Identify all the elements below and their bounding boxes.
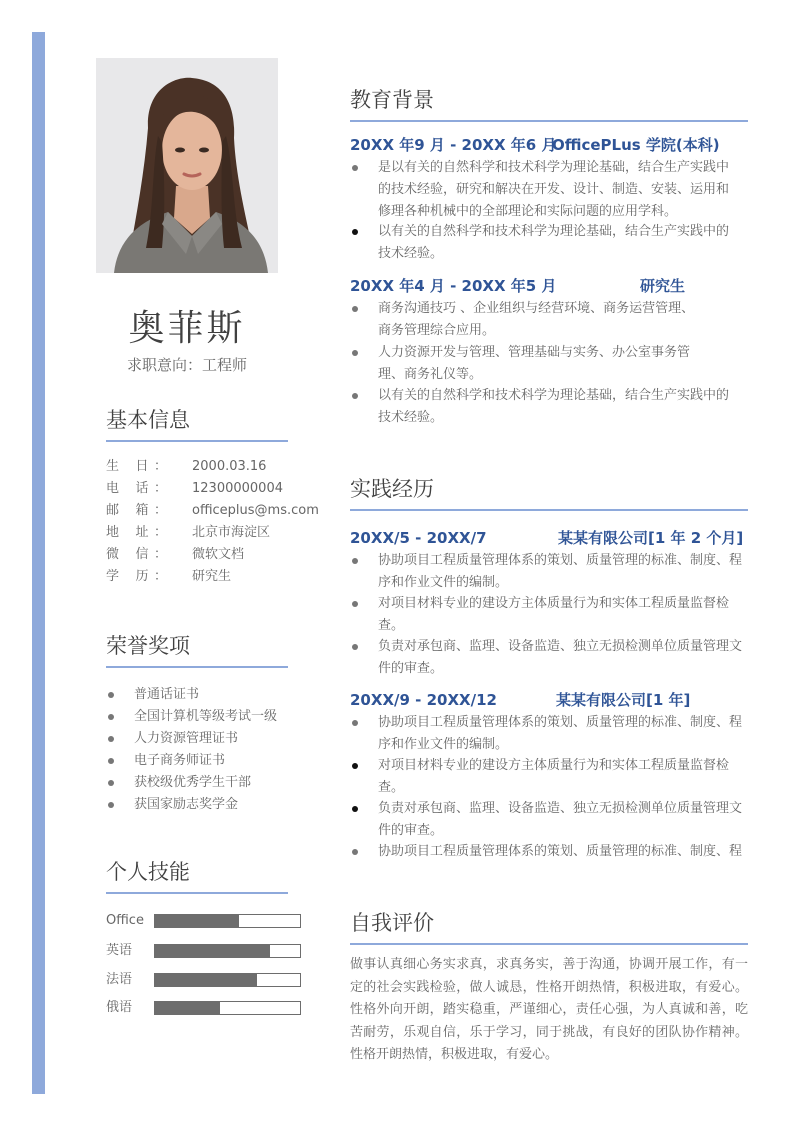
info-row-birthday (106, 457, 266, 477)
basic-info-title: 基本信息 (106, 404, 288, 442)
education-entry-degree: 研究生 (640, 277, 686, 295)
bullet-line: 商务管理综合应用。 (378, 323, 496, 338)
self-eval-text: 做事认真细心务实求真，求真务实，善于沟通，协调开展工作，有一定的社会实践检验，做人诚恳，性格开朗热情，积极进取，有爱心。性格外向开朗，踏实稳重，严谨细心，责任心强，为人真诚和善，吃苦耐劳，乐观自信，乐于学习，同于挑战，有良好的团队协作精神。性格开朗热情，积极进取，有爱心。 (350, 957, 748, 1062)
practice-entry-date: 20XX/9 - 20XX/12 (350, 691, 497, 709)
profile-photo (96, 58, 278, 273)
skill-level-bar (154, 973, 301, 987)
practice-bullet (352, 841, 748, 863)
education-entry-date: 20XX 年4 月 - 20XX 年5 月 (350, 277, 557, 295)
honor-item: 人力资源管理证书 (108, 728, 277, 750)
bullet-line: 是以有关的自然科学和技术科学为理论基础，结合生产实践中 (378, 160, 730, 175)
honors-list (108, 684, 277, 816)
honors-title: 荣誉奖项 (106, 630, 288, 668)
skill-level-fill (155, 915, 239, 927)
honor-item: 全国计算机等级考试一级 (108, 706, 277, 728)
info-value: 北京市海淀区 (192, 525, 271, 540)
portrait-image (96, 58, 278, 273)
practice-bullet (352, 550, 748, 594)
skill-level-fill (155, 1002, 220, 1014)
honor-item: 电子商务师证书 (108, 750, 277, 772)
education-bullet (352, 221, 748, 265)
bullet-line: 负责对承包商、监理、设备监造、独立无损检测单位质量管理文 (378, 801, 743, 816)
skill-level-fill (155, 945, 270, 957)
bullet-line: 以有关的自然科学和技术科学为理论基础，结合生产实践中的 (378, 224, 730, 239)
info-row-email (106, 501, 319, 521)
bullet-line: 的技术经验，研究和解决在开发、设计、制造、安装、运用和 (378, 182, 730, 197)
info-row-wechat (106, 545, 244, 565)
info-key: 微 信 (106, 547, 149, 562)
practice-bullet (352, 712, 748, 756)
skill-level-bar (154, 944, 301, 958)
skill-label: 英语 (106, 943, 133, 958)
bullet-line: 理、商务礼仪等。 (378, 367, 483, 382)
skill-level-bar (154, 1001, 301, 1015)
skill-label: Office (106, 913, 144, 928)
bullet-line: 技术经验。 (378, 246, 444, 261)
info-colon: ： (154, 547, 168, 562)
info-colon: ： (154, 503, 168, 518)
bullet-line: 修理各种机械中的全部理论和实际问题的应用学科。 (378, 204, 678, 219)
practice-entry-header (350, 528, 748, 548)
practice-bullet (352, 593, 748, 637)
info-value: 研究生 (192, 569, 232, 584)
education-bullet (352, 342, 748, 386)
practice-bullet (352, 798, 748, 842)
practice-entry-company: 某某有限公司[1 年] (556, 691, 691, 709)
info-colon: ： (154, 459, 168, 474)
info-colon: ： (154, 481, 168, 496)
practice-title: 实践经历 (350, 473, 748, 511)
education-entry-date: 20XX 年9 月 - 20XX 年6 月 (350, 136, 557, 154)
info-key: 电 话 (106, 481, 149, 496)
job-intent (96, 354, 278, 375)
education-section (350, 84, 748, 122)
education-bullet (352, 298, 748, 342)
info-row-education (106, 567, 231, 587)
bullet-line: 人力资源开发与管理、管理基础与实务、办公室事务管 (378, 345, 691, 360)
bullet-line: 对项目材料专业的建设方主体质量行为和实体工程质量监督检 (378, 596, 730, 611)
bullet-line: 协助项目工程质量管理体系的策划、质量管理的标准、制度、程 (378, 715, 743, 730)
skills-title: 个人技能 (106, 856, 288, 894)
bullet-line: 查。 (378, 618, 405, 633)
bullet-line: 序和作业文件的编制。 (378, 737, 509, 752)
education-entry-header (350, 276, 748, 296)
bullet-line: 协助项目工程质量管理体系的策划、质量管理的标准、制度、程 (378, 844, 743, 859)
info-row-phone (106, 479, 283, 499)
self-eval-section (350, 907, 748, 945)
job-intent-label: 求职意向： (126, 356, 202, 374)
education-bullet (352, 157, 748, 223)
accent-side-bar (32, 32, 45, 1094)
bullet-line: 件的审查。 (378, 661, 444, 676)
honor-item: 获校级优秀学生干部 (108, 772, 277, 794)
candidate-name: 奥菲斯 (128, 308, 246, 349)
info-key: 地 址 (106, 525, 149, 540)
info-value: 12300000004 (192, 481, 283, 496)
info-key: 邮 箱 (106, 503, 149, 518)
self-eval-title: 自我评价 (350, 907, 748, 945)
basic-info-section (106, 404, 288, 442)
skills-section (106, 856, 288, 894)
education-entry-school: OfficePLus 学院(本科) (552, 136, 720, 154)
info-colon: ： (154, 569, 168, 584)
practice-section (350, 473, 748, 511)
info-key: 生 日 (106, 459, 149, 474)
practice-entry-company: 某某有限公司[1 年 2 个月] (558, 529, 744, 547)
bullet-line: 件的审查。 (378, 823, 444, 838)
honor-item: 获国家励志奖学金 (108, 794, 277, 816)
info-row-address (106, 523, 270, 543)
skill-label: 法语 (106, 972, 133, 987)
info-value: 微软文档 (192, 547, 245, 562)
skill-label: 俄语 (106, 1000, 133, 1015)
bullet-line: 负责对承包商、监理、设备监造、独立无损检测单位质量管理文 (378, 639, 743, 654)
practice-entry-header (350, 690, 748, 710)
education-entry-header (350, 135, 748, 155)
education-bullet (352, 385, 748, 429)
info-key: 学 历 (106, 569, 149, 584)
education-title: 教育背景 (350, 84, 748, 122)
bullet-line: 对项目材料专业的建设方主体质量行为和实体工程质量监督检 (378, 758, 730, 773)
bullet-line: 协助项目工程质量管理体系的策划、质量管理的标准、制度、程 (378, 553, 743, 568)
skill-level-fill (155, 974, 257, 986)
practice-bullet (352, 755, 748, 799)
bullet-line: 查。 (378, 780, 405, 795)
practice-entry-date: 20XX/5 - 20XX/7 (350, 529, 487, 547)
info-value: officeplus@ms.com (192, 503, 319, 518)
honor-item: 普通话证书 (108, 684, 277, 706)
info-colon: ： (154, 525, 168, 540)
bullet-line: 序和作业文件的编制。 (378, 575, 509, 590)
practice-bullet (352, 636, 748, 680)
bullet-line: 技术经验。 (378, 410, 444, 425)
info-value: 2000.03.16 (192, 459, 267, 474)
bullet-line: 以有关的自然科学和技术科学为理论基础，结合生产实践中的 (378, 388, 730, 403)
skill-level-bar (154, 914, 301, 928)
honors-section (106, 630, 288, 668)
bullet-line: 商务沟通技巧 、企业组织与经营环境、商务运营管理、 (378, 301, 695, 316)
job-intent-value: 工程师 (202, 356, 248, 374)
